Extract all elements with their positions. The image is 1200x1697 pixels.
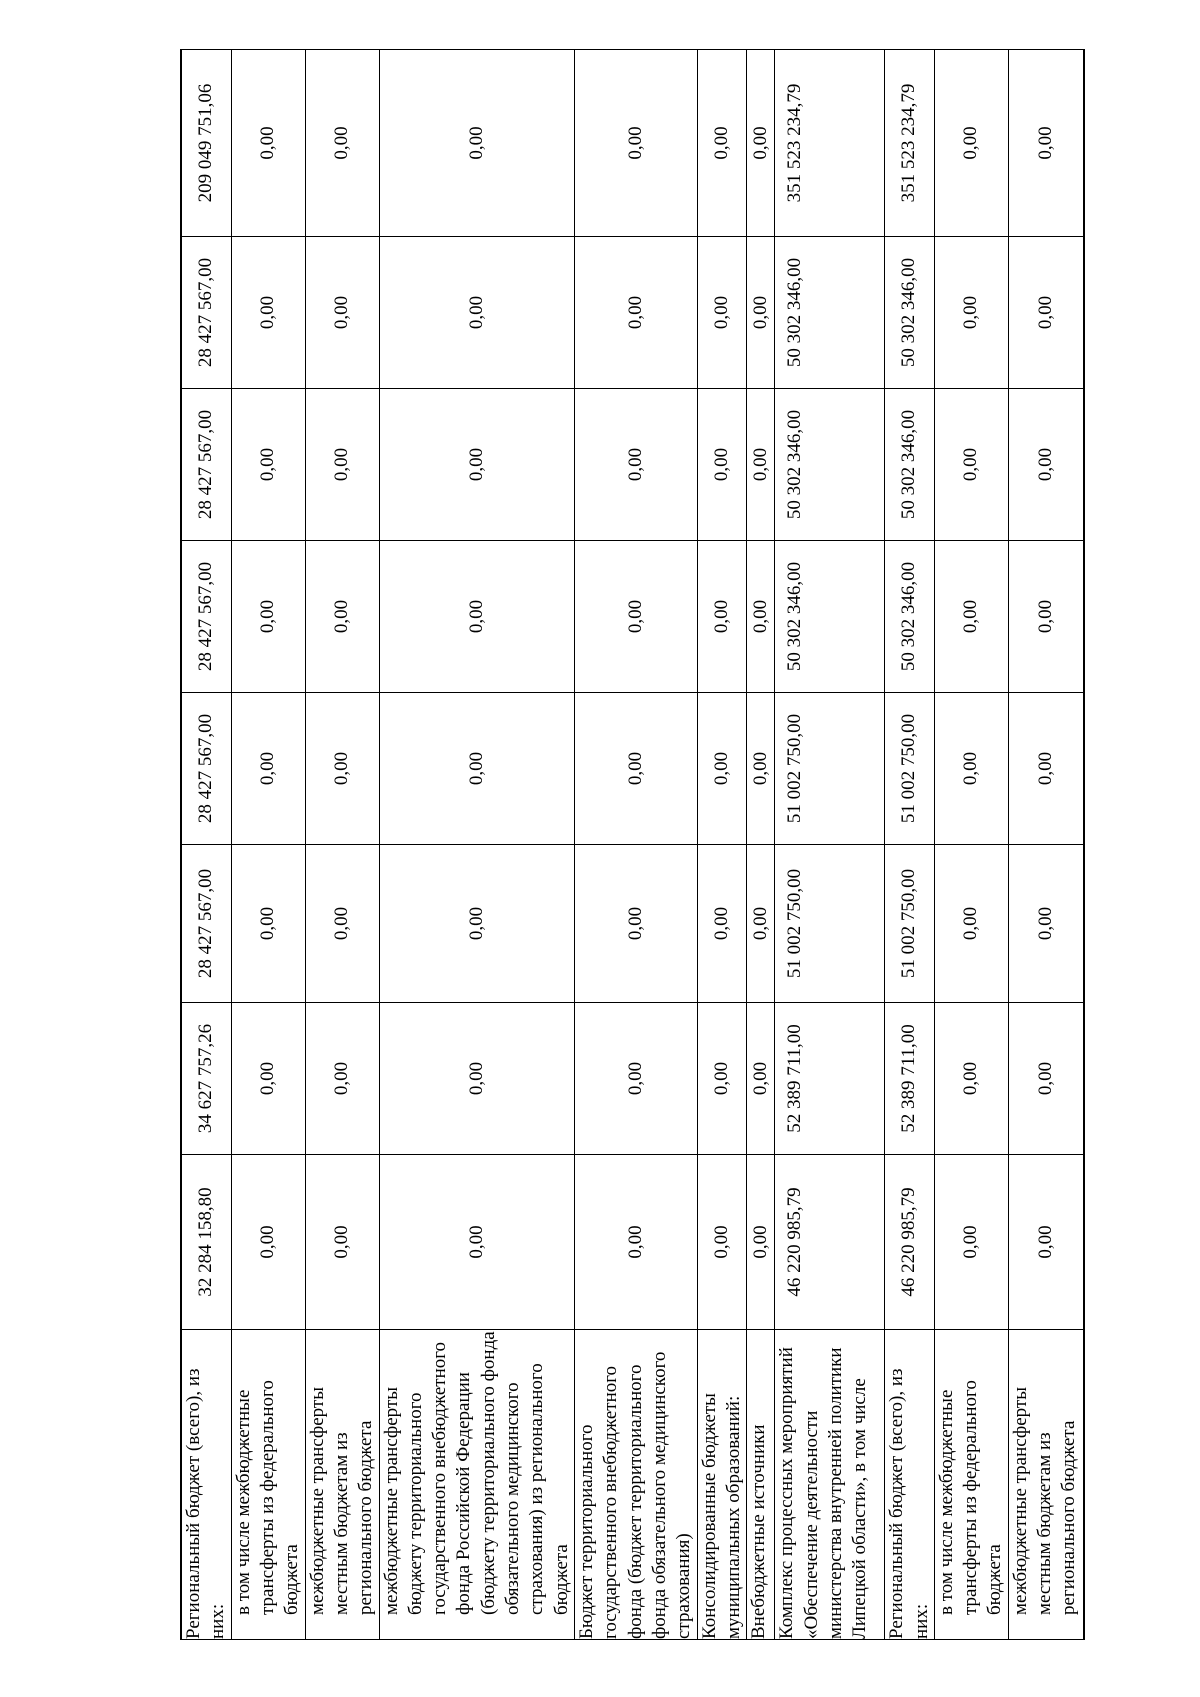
value-cell: 0,00 xyxy=(747,50,775,237)
value-cell: 0,00 xyxy=(231,1155,305,1330)
value-cell: 0,00 xyxy=(1008,1003,1084,1155)
value-cell: 28 427 567,00 xyxy=(181,389,231,541)
value-cell: 0,00 xyxy=(747,237,775,389)
value-cell: 0,00 xyxy=(697,693,747,845)
value-cell: 32 284 158,80 xyxy=(181,1155,231,1330)
row-label: в том числе межбюджетные трансферты из федерального бюджета xyxy=(934,1330,1008,1640)
value-cell: 0,00 xyxy=(1008,1155,1084,1330)
value-cell: 0,00 xyxy=(747,845,775,1003)
value-cell: 28 427 567,00 xyxy=(181,693,231,845)
value-cell: 0,00 xyxy=(747,1155,775,1330)
value-cell: 0,00 xyxy=(934,237,1008,389)
row-label: Консолидированные бюджеты муниципальных образований: xyxy=(697,1330,747,1640)
row-label: в том числе межбюджетные трансферты из федерального бюджета xyxy=(231,1330,305,1640)
value-cell: 0,00 xyxy=(575,1155,698,1330)
value-cell: 0,00 xyxy=(305,389,379,541)
value-cell: 0,00 xyxy=(1008,50,1084,237)
value-cell: 0,00 xyxy=(1008,693,1084,845)
value-cell: 0,00 xyxy=(305,693,379,845)
value-cell: 0,00 xyxy=(934,693,1008,845)
value-cell: 0,00 xyxy=(231,237,305,389)
value-cell: 51 002 750,00 xyxy=(885,693,935,845)
value-cell: 0,00 xyxy=(379,845,575,1003)
value-cell: 0,00 xyxy=(305,541,379,693)
value-cell: 0,00 xyxy=(934,389,1008,541)
value-cell: 0,00 xyxy=(379,541,575,693)
value-cell: 46 220 985,79 xyxy=(775,1155,885,1330)
value-cell: 50 302 346,00 xyxy=(885,389,935,541)
value-cell: 0,00 xyxy=(231,541,305,693)
value-cell: 0,00 xyxy=(747,1003,775,1155)
table-row xyxy=(231,50,305,1640)
table-row xyxy=(1008,50,1084,1640)
value-cell: 0,00 xyxy=(231,389,305,541)
table-row xyxy=(775,50,885,1640)
value-cell: 0,00 xyxy=(697,1155,747,1330)
row-label: Региональный бюджет (всего), из них: xyxy=(181,1330,231,1640)
value-cell: 0,00 xyxy=(575,1003,698,1155)
value-cell: 0,00 xyxy=(747,693,775,845)
row-label: межбюджетные трансферты бюджету территориального государственного внебюджетного фонда Российской Федерации (бюджету территориального фонда обязательного медицинского страхования) из регионального бюджета xyxy=(379,1330,575,1640)
value-cell: 0,00 xyxy=(379,50,575,237)
value-cell: 0,00 xyxy=(934,50,1008,237)
value-cell: 52 389 711,00 xyxy=(885,1003,935,1155)
row-label: межбюджетные трансферты местным бюджетам из регионального бюджета xyxy=(1008,1330,1084,1640)
value-cell: 0,00 xyxy=(1008,237,1084,389)
value-cell: 0,00 xyxy=(379,237,575,389)
value-cell: 0,00 xyxy=(697,237,747,389)
value-cell: 0,00 xyxy=(934,541,1008,693)
value-cell: 0,00 xyxy=(379,1003,575,1155)
value-cell: 0,00 xyxy=(231,693,305,845)
row-label: Внебюджетные источники xyxy=(747,1330,775,1640)
table-row xyxy=(575,50,698,1640)
value-cell: 351 523 234,79 xyxy=(885,50,935,237)
value-cell: 0,00 xyxy=(697,541,747,693)
value-cell: 0,00 xyxy=(934,1155,1008,1330)
value-cell: 0,00 xyxy=(1008,389,1084,541)
value-cell: 0,00 xyxy=(231,845,305,1003)
value-cell: 50 302 346,00 xyxy=(775,389,885,541)
table-row xyxy=(181,50,231,1640)
row-label: Региональный бюджет (всего), из них: xyxy=(885,1330,935,1640)
value-cell: 209 049 751,06 xyxy=(181,50,231,237)
value-cell: 0,00 xyxy=(747,389,775,541)
value-cell: 28 427 567,00 xyxy=(181,845,231,1003)
value-cell: 0,00 xyxy=(697,50,747,237)
value-cell: 0,00 xyxy=(305,845,379,1003)
value-cell: 0,00 xyxy=(379,693,575,845)
value-cell: 34 627 757,26 xyxy=(181,1003,231,1155)
value-cell: 0,00 xyxy=(1008,541,1084,693)
value-cell: 46 220 985,79 xyxy=(885,1155,935,1330)
value-cell: 0,00 xyxy=(575,693,698,845)
value-cell: 0,00 xyxy=(697,845,747,1003)
value-cell: 28 427 567,00 xyxy=(181,237,231,389)
value-cell: 50 302 346,00 xyxy=(885,237,935,389)
value-cell: 51 002 750,00 xyxy=(775,845,885,1003)
table-row xyxy=(697,50,747,1640)
value-cell: 0,00 xyxy=(575,389,698,541)
value-cell: 0,00 xyxy=(305,1003,379,1155)
value-cell: 0,00 xyxy=(575,541,698,693)
value-cell: 0,00 xyxy=(379,389,575,541)
value-cell: 0,00 xyxy=(305,237,379,389)
table-row xyxy=(934,50,1008,1640)
value-cell: 0,00 xyxy=(747,541,775,693)
value-cell: 0,00 xyxy=(305,1155,379,1330)
table-row xyxy=(885,50,935,1640)
value-cell: 0,00 xyxy=(934,845,1008,1003)
rotated-table-container xyxy=(180,50,1080,1640)
value-cell: 51 002 750,00 xyxy=(885,845,935,1003)
value-cell: 0,00 xyxy=(575,50,698,237)
table-row xyxy=(747,50,775,1640)
value-cell: 0,00 xyxy=(305,50,379,237)
value-cell: 0,00 xyxy=(575,845,698,1003)
value-cell: 50 302 346,00 xyxy=(775,237,885,389)
row-label: Бюджет территориального государственного внебюджетного фонда (бюджет территориального фонда обязательного медицинского страхования) xyxy=(575,1330,698,1640)
value-cell: 51 002 750,00 xyxy=(775,693,885,845)
row-label: Комплекс процессных мероприятий «Обеспечение деятельности министерства внутренней политики Липецкой области», в том числе xyxy=(775,1330,885,1640)
value-cell: 50 302 346,00 xyxy=(775,541,885,693)
table-row xyxy=(379,50,575,1640)
value-cell: 0,00 xyxy=(934,1003,1008,1155)
value-cell: 0,00 xyxy=(231,1003,305,1155)
value-cell: 50 302 346,00 xyxy=(885,541,935,693)
value-cell: 0,00 xyxy=(697,1003,747,1155)
value-cell: 0,00 xyxy=(1008,845,1084,1003)
value-cell: 0,00 xyxy=(697,389,747,541)
value-cell: 0,00 xyxy=(575,237,698,389)
value-cell: 28 427 567,00 xyxy=(181,541,231,693)
row-label: межбюджетные трансферты местным бюджетам из регионального бюджета xyxy=(305,1330,379,1640)
budget-table xyxy=(180,49,1085,1640)
value-cell: 0,00 xyxy=(379,1155,575,1330)
value-cell: 52 389 711,00 xyxy=(775,1003,885,1155)
value-cell: 351 523 234,79 xyxy=(775,50,885,237)
value-cell: 0,00 xyxy=(231,50,305,237)
table-row xyxy=(305,50,379,1640)
